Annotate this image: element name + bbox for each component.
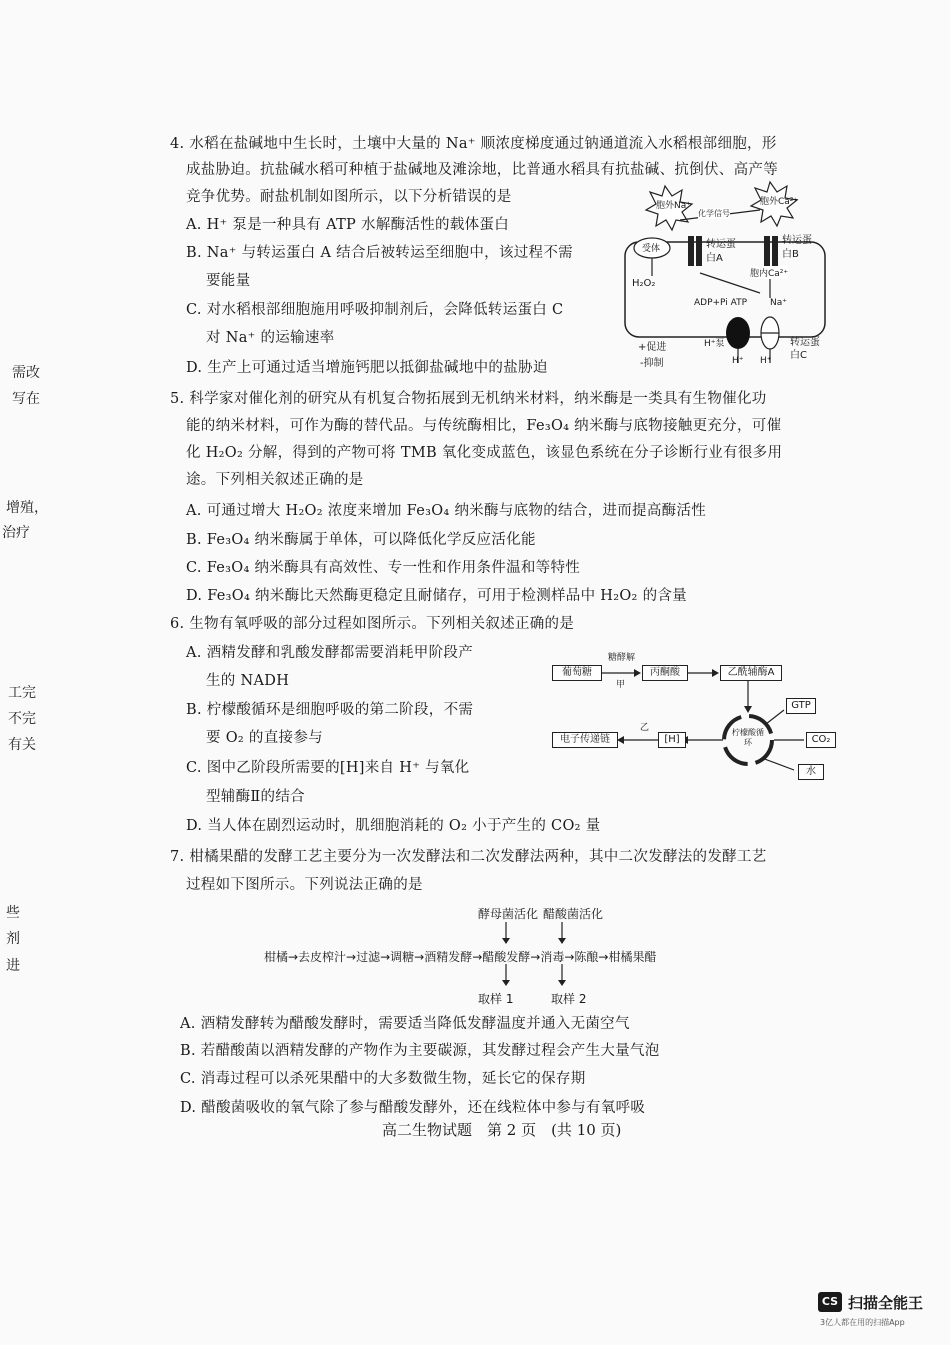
option-a-cont: 生的 NADH xyxy=(206,673,290,689)
option-c-cont: 型辅酶Ⅱ的结合 xyxy=(206,789,305,805)
label-glycolysis: 糖酵解 xyxy=(608,653,636,663)
option-d: D. 当人体在剧烈运动时，肌细胞消耗的 O₂ 小于产生的 CO₂ 量 xyxy=(186,818,601,834)
label-yeast-activation: 酵母菌活化 xyxy=(478,907,539,921)
option-c: C. Fe₃O₄ 纳米酶具有高效性、专一性和作用条件温和等特性 xyxy=(186,560,581,576)
margin-text: 增殖， xyxy=(6,500,48,516)
question-stem: 化 H₂O₂ 分解，得到的产物可将 TMB 氧化变成蓝色，该显色系统在分子诊断行业有很多用 xyxy=(186,445,783,461)
box-glucose: 葡萄糖 xyxy=(552,665,602,681)
option-d: D. 生产上可通过适当增施钙肥以抵御盐碱地中的盐胁迫 xyxy=(186,360,548,376)
legend-promote: +促进 xyxy=(638,342,667,353)
option-d: D. 醋酸菌吸收的氧气除了参与醋酸发酵外，还在线粒体中参与有氧呼吸 xyxy=(180,1100,646,1116)
label-na-in: Na⁺ xyxy=(770,298,787,308)
box-acetyl-coa: 乙酰辅酶A xyxy=(720,665,782,681)
box-co2: CO₂ xyxy=(806,732,836,748)
option-b: B. Fe₃O₄ 纳米酶属于单体，可以降低化学反应活化能 xyxy=(186,532,536,548)
label-h2o2: H₂O₂ xyxy=(632,278,656,289)
label-h-pump: H⁺泵 xyxy=(704,339,725,349)
question-stem: 7. 柑橘果醋的发酵工艺主要分为一次发酵法和二次发酵法两种，其中二次发酵法的发酵工艺 xyxy=(170,849,767,865)
option-a: A. H⁺ 泵是一种具有 ATP 水解酶活性的载体蛋白 xyxy=(186,217,510,233)
camscanner-subtitle: 3亿人都在用的扫描App xyxy=(820,1318,905,1327)
option-a: A. 酒精发酵和乳酸发酵都需要消耗甲阶段产 xyxy=(186,645,473,661)
page-footer: 高二生物试题 第 2 页 (共 10 页) xyxy=(382,1121,622,1139)
label-signal: 化学信号 xyxy=(698,209,730,218)
question-stem: 6. 生物有氧呼吸的部分过程如图所示。下列相关叙述正确的是 xyxy=(170,616,575,632)
label-protein-a: 转运蛋白A xyxy=(706,239,736,264)
label-citric-cycle: 柠檬酸循环 xyxy=(732,728,764,747)
option-c: C. 消毒过程可以杀死果醋中的大多数微生物，延长它的保存期 xyxy=(180,1071,586,1087)
flow-steps: 柑橘→去皮榨汁→过滤→调糖→酒精发酵→醋酸发酵→消毒→陈酿→柑橘果醋 xyxy=(264,950,657,964)
camscanner-logo-icon: CS xyxy=(818,1292,842,1312)
margin-text: 进 xyxy=(6,958,20,974)
question-stem: 过程如下图所示。下列说法正确的是 xyxy=(186,877,423,893)
option-b: B. 柠檬酸循环是细胞呼吸的第二阶段，不需 xyxy=(186,702,474,718)
margin-text: 有关 xyxy=(8,737,36,753)
question-stem: 竞争优势。耐盐机制如图所示，以下分析错误的是 xyxy=(186,189,512,205)
label-aceto-activation: 醋酸菌活化 xyxy=(543,907,604,921)
option-b-cont: 要能量 xyxy=(206,273,251,289)
label-h2: H⁺ xyxy=(760,356,772,366)
box-etc: 电子传递链 xyxy=(552,732,618,748)
question-stem: 5. 科学家对催化剂的研究从有机复合物拓展到无机纳米材料，纳米酶是一类具有生物催化功 xyxy=(170,391,767,407)
margin-text: 剂 xyxy=(6,931,20,947)
margin-text: 治疗 xyxy=(2,525,30,541)
margin-text: 需改 xyxy=(12,365,40,381)
label-receptor: 受体 xyxy=(642,244,661,254)
label-sample-2: 取样 2 xyxy=(551,992,587,1006)
question-stem: 能的纳米材料，可作为酶的替代品。与传统酶相比，Fe₃O₄ 纳米酶与底物接触更充分，可催 xyxy=(186,418,782,434)
margin-text: 些 xyxy=(6,905,20,921)
margin-text: 不完 xyxy=(8,711,36,727)
label-protein-b: 转运蛋白B xyxy=(782,235,812,260)
salt-tolerance-diagram xyxy=(620,178,835,373)
label-sample-1: 取样 1 xyxy=(478,992,514,1006)
option-c: C. 图中乙阶段所需要的[H]来自 H⁺ 与氧化 xyxy=(186,760,470,776)
label-ca-in: 胞内Ca²⁺ xyxy=(750,266,788,279)
question-stem: 4. 水稻在盐碱地中生长时，土壤中大量的 Na⁺ 顺浓度梯度通过钠通道流入水稻根部细胞，形 xyxy=(170,136,777,152)
label-na-out: 胞外Na⁺ xyxy=(656,201,691,211)
label-jia: 甲 xyxy=(616,680,626,690)
option-a: A. 可通过增大 H₂O₂ 浓度来增加 Fe₃O₄ 纳米酶与底物的结合，进而提高酶活性 xyxy=(186,503,707,519)
label-ca-out: 胞外Ca²⁺ xyxy=(760,197,799,207)
label-atp: ADP+Pi ATP xyxy=(694,298,748,308)
margin-text: 工完 xyxy=(8,685,36,701)
legend-inhibit: -抑制 xyxy=(640,358,664,369)
label-h1: H⁺ xyxy=(732,356,744,366)
camscanner-name: 扫描全能王 xyxy=(848,1294,924,1312)
option-c: C. 对水稻根部细胞施用呼吸抑制剂后，会降低转运蛋白 C xyxy=(186,302,564,318)
option-d: D. Fe₃O₄ 纳米酶比天然酶更稳定且耐储存，可用于检测样品中 H₂O₂ 的含量 xyxy=(186,588,687,604)
box-pyruvate: 丙酮酸 xyxy=(642,665,688,681)
margin-text: 写在 xyxy=(12,391,40,407)
question-stem: 成盐胁迫。抗盐碱水稻可种植于盐碱地及滩涂地，比普通水稻具有抗盐碱、抗倒伏、高产等 xyxy=(186,162,778,178)
box-water: 水 xyxy=(798,764,824,780)
option-c-cont: 对 Na⁺ 的运输速率 xyxy=(206,330,335,346)
option-b: B. Na⁺ 与转运蛋白 A 结合后被转运至细胞中，该过程不需 xyxy=(186,245,573,261)
box-h: [H] xyxy=(658,732,686,748)
respiration-diagram xyxy=(548,648,848,788)
label-yi: 乙 xyxy=(640,723,650,733)
option-b-cont: 要 O₂ 的直接参与 xyxy=(206,730,323,746)
box-gtp: GTP xyxy=(786,698,816,714)
question-stem: 途。下列相关叙述正确的是 xyxy=(186,472,364,488)
option-a: A. 酒精发酵转为醋酸发酵时，需要适当降低发酵温度并通入无菌空气 xyxy=(180,1016,630,1032)
label-protein-c: 转运蛋白C xyxy=(790,337,820,361)
option-b: B. 若醋酸菌以酒精发酵的产物作为主要碳源，其发酵过程会产生大量气泡 xyxy=(180,1043,660,1059)
